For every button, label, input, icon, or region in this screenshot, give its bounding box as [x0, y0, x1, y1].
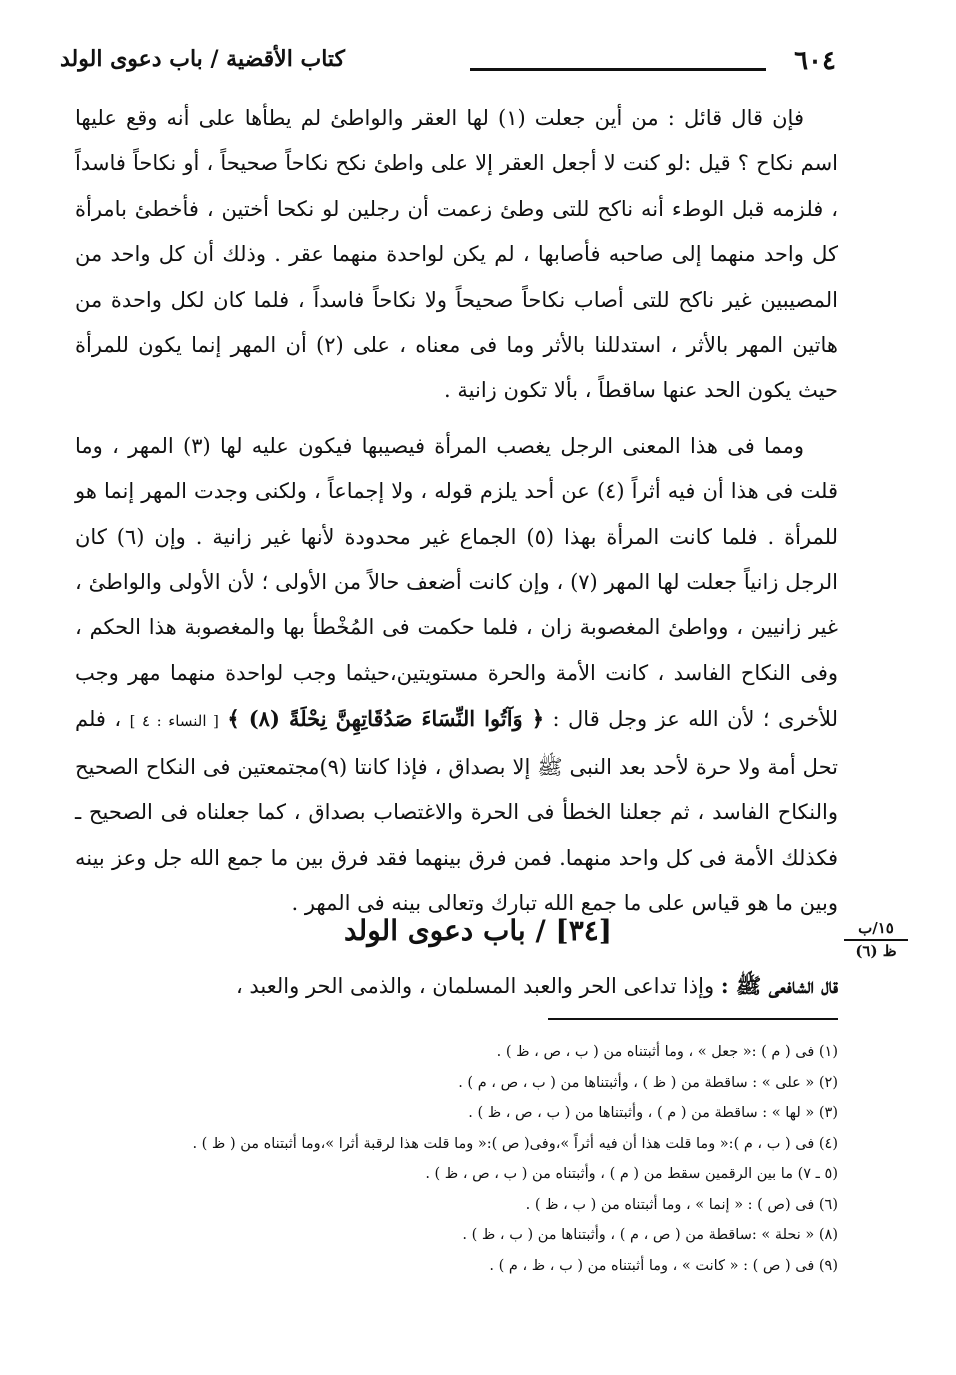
footnote: (٤) فى ( ب ، م ):« وما قلت هذا أن فيه أثراً »،وفى( ص ):« وما قلت هذا لرقبة أثرا »،وما أثبتناه من ( ظ ) . [192, 1135, 838, 1152]
main-text [75, 96, 838, 926]
page-header [60, 46, 836, 86]
footnote: (٦) فى (ص ) : « إنما » ، وما أثبتناه من ( ب ، ظ ) . [525, 1196, 838, 1213]
section-text [75, 966, 838, 1006]
footnote-separator [548, 1018, 838, 1020]
footnote: (٣) « لها » : ساقطة من ( م ) ، وأثبتناها من ( ب ، ص ، ظ ) . [468, 1105, 838, 1121]
section-opening-text: وإذا تداعى الحر والعبد المسلمان ، والذمى الحر والعبد ، [235, 974, 715, 998]
paragraph-1: فإن قال قائل : من أين جعلت (١) لها العقر والواطئ لم يطأها على أنه وقع عليها اسم نكاح ؟ قيل :لو كنت لا أجعل العقر إلا على واطئ نكح نكاحاً صحيحاً ، أو نكاحاً فاسداً ، فلزمه قبل الوطء أنه ناكح للتى وطئ زعمت أن رجلين لو نكحا أختين ، فأخطئ بامرأة كل واحد منهما إلى صاحبه فأصابها ، لم يكن لواحدة منهما عقر . وذلك أن كل واحد من المصيبين غير ناكح للتى أصاب نكاحاً صحيحاً ولا نكاحاً فاسداً ، فلما كان لكل واحدة من هاتين المهر بالأثر ، استدللنا بالأثر وما فى معناه ، على (٢) أن المهر إنما يكون للمرأة حيث يكون الحد عنها ساقطاً ، بألا تكون زانية . [75, 106, 838, 403]
footnote: (٨) « نحلة » :ساقطة من ( ص ، م ) ، وأثبتناها من ( ب ، ظ ) . [462, 1227, 838, 1243]
paragraph-2-part-1: ومما فى هذا المعنى الرجل يغصب المرأة فيصيبها فيكون عليه لها (٣) المهر ، وما قلت فى هذا أن فيه أثراً (٤) عن أحد يلزم قوله ، ولا إجماعاً ، ولكنى وجدت المهر إنما هو للمرأة . فلما كانت المرأة بهذا (٥) الجماع غير محدودة لأنها غير زانية . وإن (٦) كان الرجل زانياً جعلت لها المهر (٧) ، وإن كانت أضعف حالاً من الأولى ؛ لأن الأولى والواطئ ، غير زانيين ، وواطئ المغصوبة زان ، فلما حكمت فى المُخْطأ بها والمغصوبة هذا الحكم ، وفى النكاح الفاسد ، كانت الأمة والحرة مستويتين،حيثما وجب لواحدة منهما مهر وجب للأخرى ؛ لأن الله عز وجل قال : [75, 433, 839, 732]
margin-note-manuscript: ظ (٦) [855, 942, 897, 960]
footnote: (٢) « على » : ساقطة من ( ظ ) ، وأثبتناها من ( ب ، ص ، م ) . [458, 1074, 838, 1091]
margin-note-folio: ١٥/ب [844, 918, 908, 941]
running-title: كتاب الأقضية / باب دعوى الولد [60, 46, 346, 72]
paragraph-2-part-2: ، فلم تحل أمة ولا حرة لأحد بعد النبى ﷺ إلا بصداق ، فإذا كانتا (٩)مجتمعتين فى النكاح الصحيح والنكاح الفاسد ، ثم جعلنا الخطأ فى الحرة والاغتصاب بصداق ، كما جعلناه فى الصحيح ـ فكذلك الأمة فى كل واحد منهما. فمن فرق بينهما فقد فرق بين ما جمع الله جل وعز بينه وبين ما هو قياس على ما جمع الله تبارك وتعالى بينه فى المهر . [75, 707, 839, 915]
footnotes [75, 1037, 838, 1281]
paragraph-2 [75, 424, 838, 926]
header-rule [470, 68, 766, 71]
quran-verse: ﴿ وَآتُوا النِّسَاءَ صَدُقَاتِهِنَّ نِحْلَةً (٨) ﴾ [227, 706, 545, 732]
section-heading: [٣٤] / باب دعوى الولد [343, 914, 613, 947]
footnote: (٥ ـ ٧) ما بين الرقمين سقط من ( م ) ، وأثبتناه من ( ب ، ص ، ظ ) . [425, 1166, 838, 1182]
quran-reference: [ النساء : ٤ ] [129, 712, 219, 731]
manuscript-margin-note [844, 918, 908, 961]
footnote: (١) فى ( م ) :« جعل » ، وما أثبتناه من ( ب ، ص ، ظ ) . [496, 1044, 838, 1060]
footnote: (٩) فى ( ص ) : « كانت » ، وما أثبتناه من ( ب ، ظ ، م ) . [489, 1257, 838, 1274]
speaker-intro: قال الشافعى ﷺ : [720, 973, 838, 998]
page-number: ٦٠٤ [794, 46, 836, 76]
